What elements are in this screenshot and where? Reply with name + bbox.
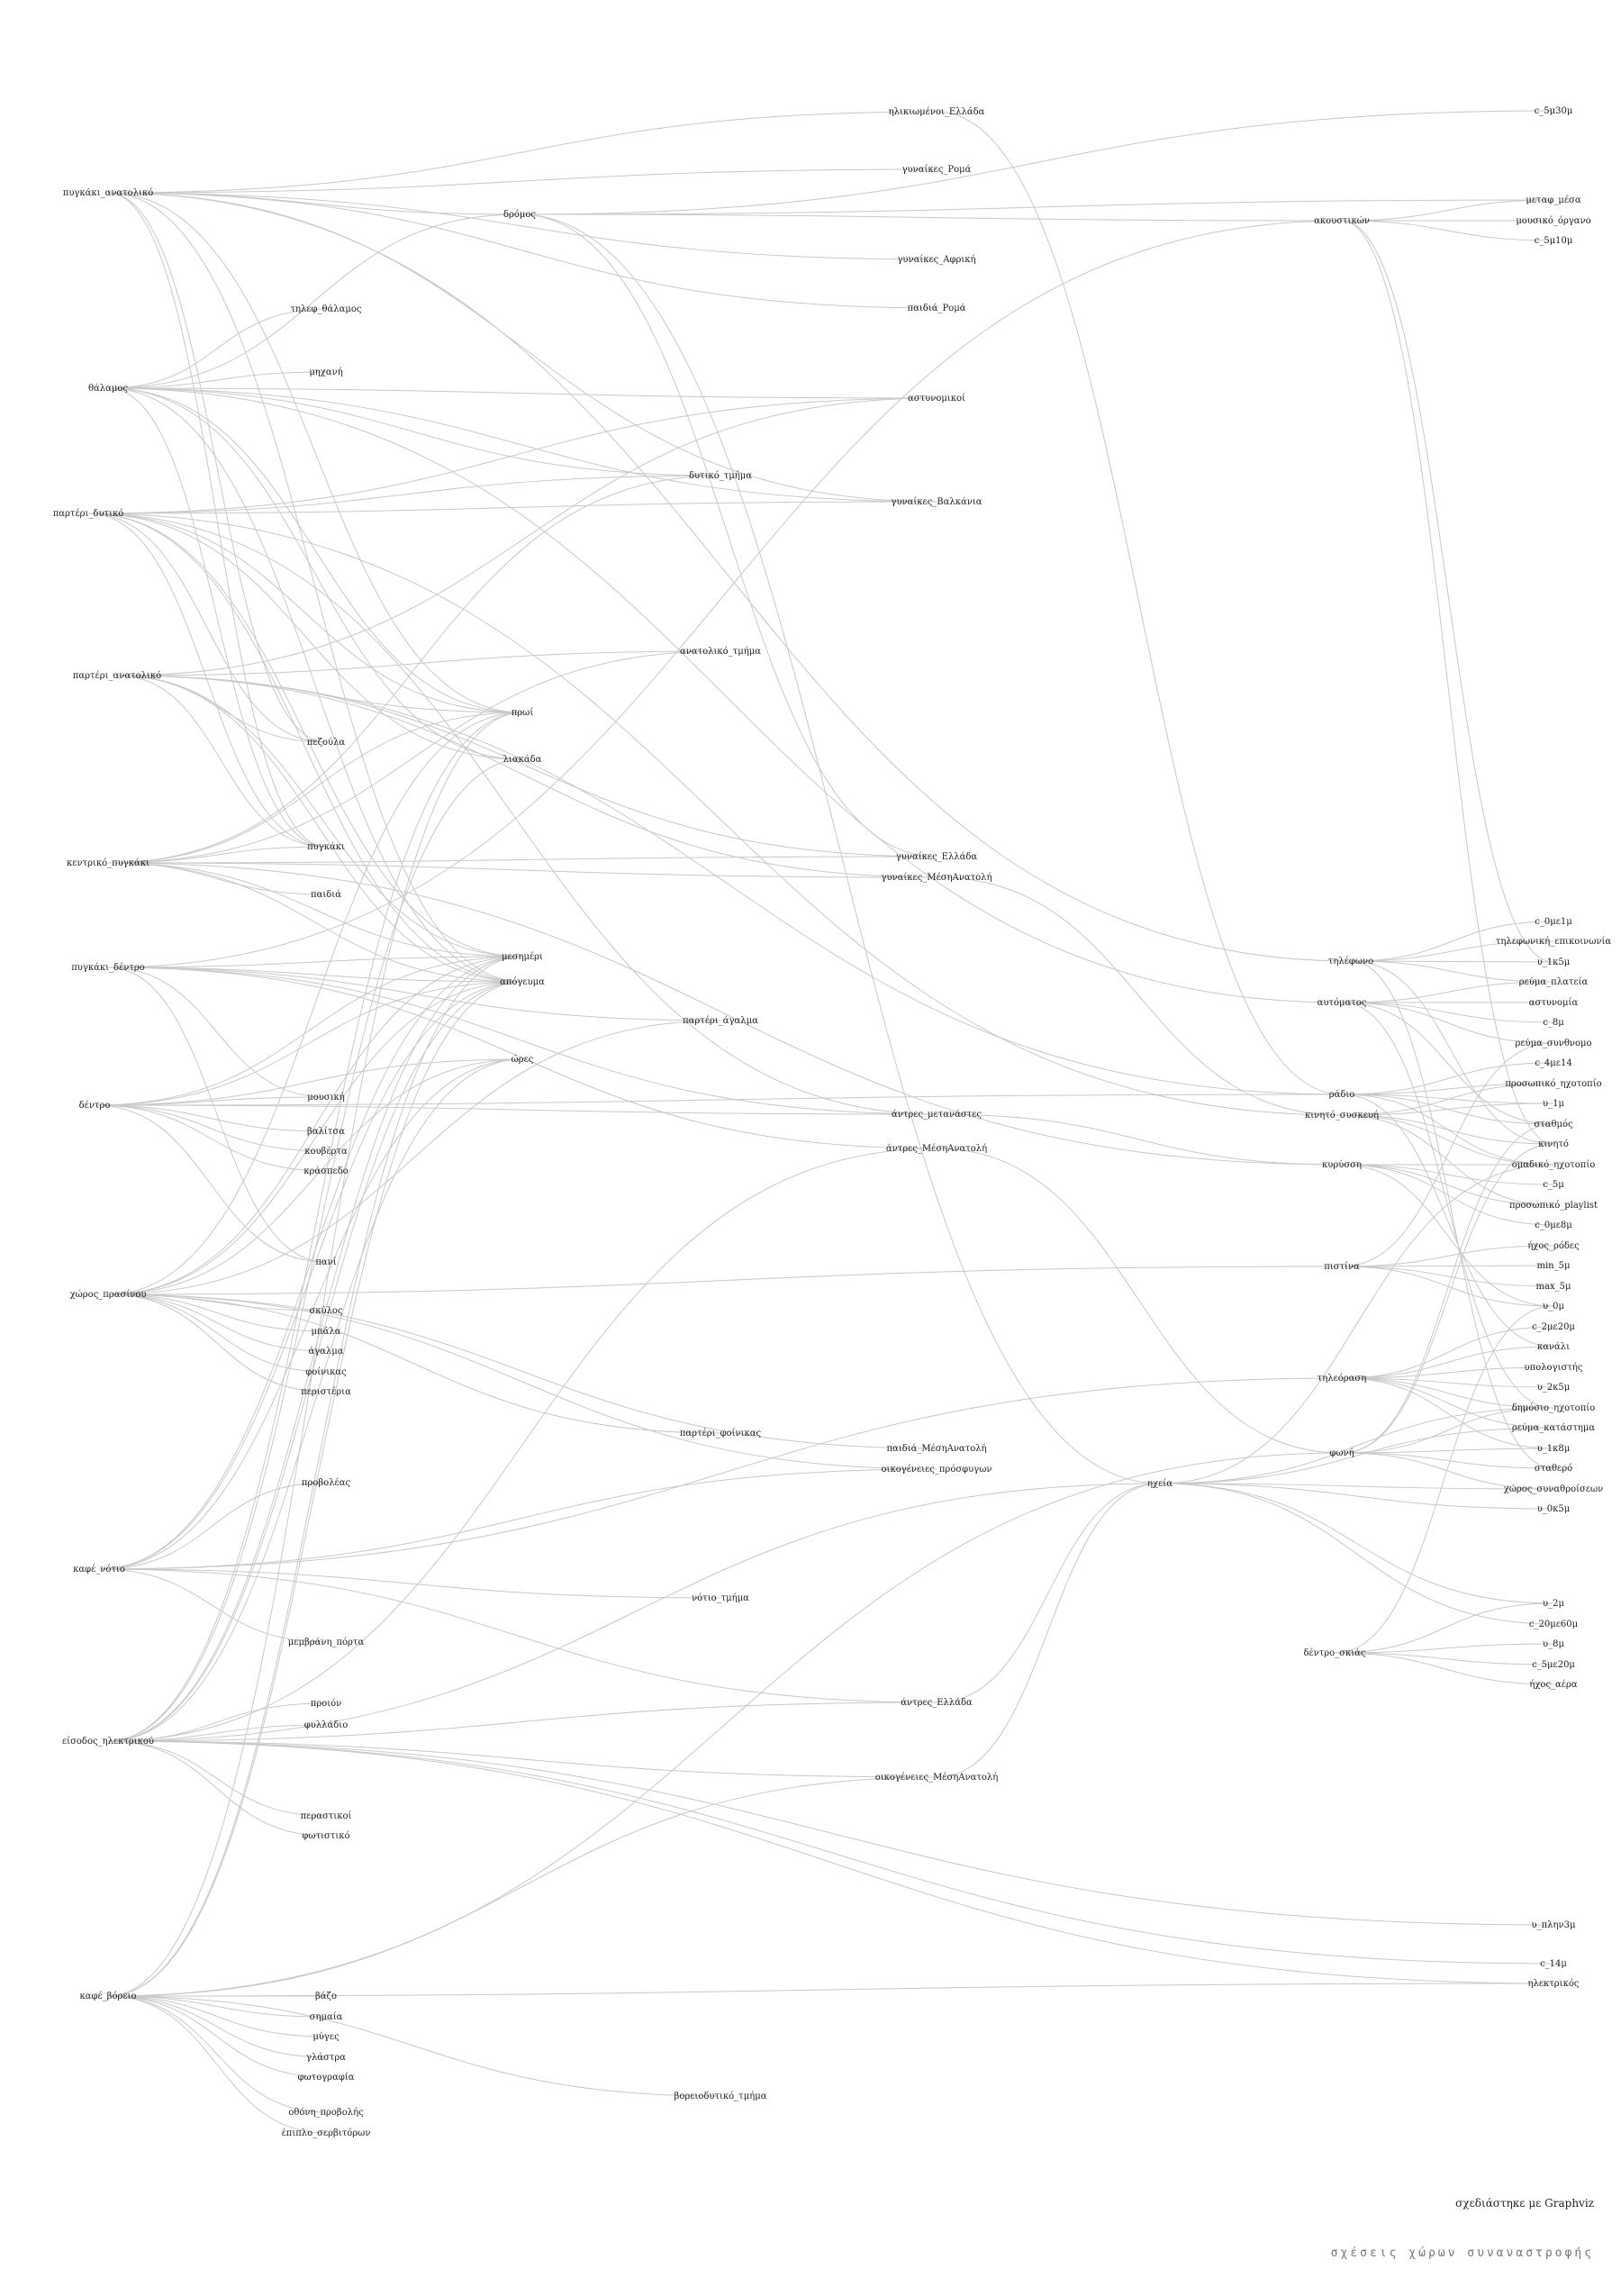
- edge-n5-c2: [108, 476, 720, 863]
- edge-s7-r24: [1342, 1266, 1553, 1306]
- node-κεντρικό-πυγκάκι: κεντρικό_πυγκάκι: [67, 858, 149, 868]
- edge-n1-p3: [108, 193, 937, 259]
- node-είσοδος-ηλεκτρικού: είσοδος_ηλεκτρικού: [61, 1737, 155, 1747]
- edge-n11-s9: [108, 1453, 1342, 1996]
- node-υ-0μ: υ_0μ: [1543, 1302, 1564, 1311]
- node-άντρες-μέσηανατολή: άντρες_ΜέσηΑνατολή: [885, 1144, 988, 1154]
- node-παιδιά-ρομά: παιδιά_Ρομά: [907, 304, 966, 313]
- node-c-5μ30μ: c_5μ30μ: [1534, 106, 1573, 116]
- node-προσωπικό-ηχοτοπίο: προσωπικό_ηχοτοπίο: [1505, 1079, 1602, 1089]
- edge-n6-b6: [108, 967, 326, 1097]
- node-φωτογραφία: φωτογραφία: [297, 2073, 355, 2083]
- edge-s10-r36: [1160, 1484, 1553, 1624]
- edge-n5-t1: [108, 712, 522, 863]
- edge-n5-t4: [108, 863, 522, 982]
- node-c-14μ: c_14μ: [1540, 1959, 1567, 1969]
- node-πυγκάκι-δέντρο: πυγκάκι_δέντρο: [71, 963, 145, 973]
- edge-n8-s7: [108, 1266, 1342, 1294]
- node-άντρες-ελλάδα: άντρες_Ελλάδα: [901, 1698, 973, 1708]
- node-γυναίκες-ρομά: γυναίκες_Ρομά: [901, 165, 972, 175]
- edge-n10-b21: [108, 1741, 326, 1836]
- node-μουσική: μουσική: [307, 1093, 345, 1103]
- edge-s4-r26: [1342, 1094, 1553, 1347]
- edge-n8-t3: [108, 957, 522, 1294]
- node-δημόσιο-ηχοτοπίο: δημόσιο_ηχοτοπίο: [1511, 1403, 1596, 1413]
- node-min-5μ: min_5μ: [1536, 1261, 1571, 1271]
- edge-n4-p5: [117, 398, 937, 676]
- edge-n7-t4: [95, 982, 522, 1105]
- node-αστυνομία: αστυνομία: [1528, 998, 1579, 1008]
- edge-n2-c1: [108, 214, 520, 388]
- node-σκύλος: σκύλος: [309, 1306, 343, 1316]
- node-δέντρο-σκιάς: δέντρο_σκιάς: [1303, 1648, 1366, 1658]
- edge-n11-p14: [108, 1777, 937, 1996]
- edge-n4-b3: [117, 676, 326, 742]
- edge-n1-b4: [108, 193, 326, 847]
- node-ήχος-αέρα: ήχος_αέρα: [1529, 1680, 1578, 1690]
- edge-c1-s1: [520, 214, 1342, 221]
- edge-s10-r35: [1160, 1484, 1553, 1603]
- node-τηλέφωνο: τηλέφωνο: [1327, 957, 1374, 966]
- edge-p14-s10: [937, 1484, 1160, 1777]
- node-υ-1κ8μ: υ_1κ8μ: [1536, 1444, 1571, 1454]
- node-καφέ-βόρειο: καφέ_βόρειο: [79, 1992, 137, 2001]
- node-βάζο: βάζο: [315, 1992, 337, 2001]
- diagram-caption: σχέσεις χώρων συναναστροφής: [1330, 2246, 1594, 2260]
- edge-n4-p7: [117, 676, 937, 857]
- node-απόγευμα: απόγευμα: [500, 977, 545, 987]
- edge-n2-c2: [108, 388, 720, 476]
- edge-n8-c4: [108, 1021, 720, 1294]
- edge-n6-t3: [108, 957, 522, 967]
- node-μύγες: μύγες: [312, 2032, 340, 2042]
- node-βαλίτσα: βαλίτσα: [307, 1127, 345, 1137]
- node-μπάλα: μπάλα: [311, 1327, 341, 1337]
- node-μουσικό-όργανο: μουσικό_όργανο: [1516, 216, 1591, 226]
- edge-s10-r30: [1160, 1428, 1553, 1484]
- node-φωτιστικό: φωτιστικό: [302, 1831, 350, 1841]
- edge-s5-r17: [1342, 1115, 1553, 1165]
- node-οικογένειες-μέσηανατολή: οικογένειες_ΜέσηΑνατολή: [874, 1773, 999, 1783]
- node-μεμβράνη-πόρτα: μεμβράνη_πόρτα: [287, 1638, 365, 1647]
- edge-n4-t4: [117, 676, 522, 982]
- node-υ-2κ5μ: υ_2κ5μ: [1536, 1383, 1571, 1393]
- node-χώρος-συναθροίσεων: χώρος_συναθροίσεων: [1503, 1484, 1604, 1494]
- node-c-2με20μ: c_2με20μ: [1532, 1322, 1575, 1332]
- node-ρεύμα-συνθνομο: ρεύμα_συνθνομο: [1515, 1039, 1592, 1048]
- node-τηλεφωνική-επικοινωνία: τηλεφωνική_επικοινωνία: [1495, 937, 1612, 947]
- node-νότιο-τμήμα: νότιο_τμήμα: [692, 1593, 749, 1603]
- node-κανάλι: κανάλι: [1536, 1342, 1571, 1352]
- node-γυναίκες-ελλάδα: γυναίκες_Ελλάδα: [895, 852, 978, 862]
- node-προσωπικό-playlist: προσωπικό_playlist: [1509, 1201, 1598, 1211]
- node-ανατολικό-τμήμα: ανατολικό_τμήμα: [680, 647, 761, 657]
- node-γυναίκες-βαλκάνια: γυναίκες_Βαλκάνια: [891, 497, 983, 507]
- node-παιδιά: παιδιά: [311, 890, 341, 900]
- edge-n3-p9: [88, 513, 937, 1114]
- edge-n7-b8: [95, 1105, 326, 1151]
- node-ηχεία: ηχεία: [1147, 1479, 1173, 1489]
- node-δέντρο: δέντρο: [78, 1101, 111, 1111]
- node-σταθερό: σταθερό: [1534, 1464, 1573, 1474]
- edge-n10-p10: [108, 1148, 937, 1741]
- node-υπολογιστής: υπολογιστής: [1524, 1363, 1583, 1373]
- edge-s3-r11: [1342, 1003, 1553, 1043]
- node-πεζούλα: πεζούλα: [306, 738, 346, 748]
- edge-n7-p9: [95, 1105, 937, 1114]
- node-κινητό-συσκευή: κινητό_συσκευή: [1304, 1111, 1380, 1121]
- node-γυναίκες-αφρική: γυναίκες_Αφρική: [897, 255, 976, 265]
- edge-s6-r24: [1342, 1165, 1553, 1306]
- node-παρτέρι-δυτικό: παρτέρι_δυτικό: [52, 509, 124, 519]
- edge-s1-r16: [1342, 221, 1553, 1144]
- node-πυγκάκι-ανατολικό: πυγκάκι_ανατολικό: [62, 188, 154, 198]
- edge-p1-s4: [937, 112, 1342, 1094]
- node-λιακάδα: λιακάδα: [503, 755, 542, 765]
- edge-n10-r41: [108, 1741, 1553, 1964]
- edge-n3-t4: [88, 513, 522, 982]
- edge-n11-c7: [108, 1996, 720, 2096]
- edge-s6-r19: [1342, 1165, 1553, 1205]
- edge-n2-b4: [108, 388, 326, 847]
- edge-n7-b10: [95, 1105, 326, 1262]
- node-περαστικοί: περαστικοί: [300, 1811, 352, 1821]
- node-ακουστικών: ακουστικών: [1314, 216, 1370, 226]
- node-c-8μ: c_8μ: [1543, 1018, 1564, 1028]
- node-τηλεφ-θάλαμος: τηλεφ_θάλαμος: [290, 304, 362, 314]
- edge-n10-t2: [108, 759, 522, 1741]
- node-υ-1μ: υ_1μ: [1543, 1099, 1564, 1109]
- edge-n9-s8: [99, 1378, 1342, 1569]
- node-υ-8μ: υ_8μ: [1543, 1639, 1564, 1649]
- edge-n2-t1: [108, 388, 522, 712]
- node-οικογένειες-πρόσφυγων: οικογένειες_πρόσφυγων: [881, 1465, 992, 1475]
- node-αστυνομικοί: αστυνομικοί: [908, 394, 965, 404]
- node-παρτέρι-φοίνικας: παρτέρι_φοίνικας: [679, 1429, 762, 1438]
- edge-s11-r39: [1335, 1653, 1553, 1684]
- edge-n2-p5: [108, 388, 937, 398]
- edge-n1-p6: [108, 193, 937, 502]
- edge-n3-c2: [88, 476, 720, 513]
- node-τηλεόραση: τηλεόραση: [1317, 1374, 1367, 1384]
- edge-n1-c1: [108, 193, 520, 214]
- edge-n2-b1: [108, 309, 326, 388]
- edge-n3-b3: [88, 513, 326, 742]
- node-φοίνικας: φοίνικας: [305, 1367, 347, 1377]
- node-κινητό: κινητό: [1538, 1139, 1569, 1149]
- node-πρωί: πρωί: [511, 708, 534, 718]
- node-ράδιο: ράδιο: [1328, 1090, 1355, 1100]
- node-ηλεκτρικός: ηλεκτρικός: [1527, 1979, 1580, 1989]
- edge-s7-r21: [1342, 1246, 1553, 1266]
- graphviz-credit: σχεδιάστηκε με Graphviz: [1455, 2197, 1594, 2210]
- edge-n8-t1: [108, 712, 522, 1294]
- node-c-5με20μ: c_5με20μ: [1532, 1660, 1575, 1670]
- edge-s3-r15: [1342, 1003, 1553, 1124]
- edge-s11-r24: [1335, 1306, 1553, 1653]
- node-κράσπεδο: κράσπεδο: [303, 1166, 349, 1176]
- node-καφέ-νότιο: καφέ_νότιο: [73, 1565, 125, 1575]
- edge-n9-t3: [99, 957, 522, 1569]
- edge-n10-s10: [108, 1484, 1160, 1741]
- node-οθόνη-προβολής: οθόνη_προβολής: [288, 2108, 364, 2118]
- edge-n2-t2: [108, 388, 522, 759]
- edge-n7-b9: [95, 1105, 326, 1171]
- node-μεταφ-μέσα: μεταφ_μέσα: [1526, 195, 1581, 205]
- node-πυγκάκι: πυγκάκι: [307, 842, 345, 852]
- edge-p10-s9: [937, 1148, 1342, 1453]
- edge-s8-r26: [1342, 1347, 1553, 1378]
- edge-s11-r35: [1335, 1603, 1553, 1653]
- node-φωνή: φωνή: [1329, 1448, 1354, 1458]
- edge-n1-p2: [108, 169, 937, 193]
- node-γλάστρα: γλάστρα: [305, 2053, 347, 2063]
- node-κουβέρτα: κουβέρτα: [304, 1147, 348, 1157]
- edge-s11-r38: [1335, 1653, 1553, 1665]
- node-δυτικό-τμήμα: δυτικό_τμήμα: [688, 471, 753, 481]
- node-υ-1κ5μ: υ_1κ5μ: [1536, 957, 1571, 967]
- edge-s1-r7: [1342, 221, 1553, 962]
- edge-n7-b7: [95, 1105, 326, 1131]
- edge-n5-p7: [108, 857, 937, 863]
- node-περιστέρια: περιστέρια: [301, 1387, 351, 1397]
- node-υ-πλην3μ: υ_πλην3μ: [1531, 1920, 1576, 1930]
- edge-c1-p7: [520, 214, 937, 857]
- edge-n8-c5: [108, 1294, 720, 1433]
- node-c-0με1μ: c_0με1μ: [1535, 917, 1572, 927]
- node-υ-0κ5μ: υ_0κ5μ: [1536, 1504, 1571, 1514]
- node-σημαία: σημαία: [309, 2012, 343, 2022]
- node-max-5μ: max_5μ: [1535, 1282, 1571, 1292]
- edge-layer: [88, 111, 1553, 2133]
- node-υ-2μ: υ_2μ: [1543, 1599, 1564, 1609]
- edge-s6-r20: [1342, 1165, 1553, 1225]
- node-ρεύμα-πλατεία: ρεύμα_πλατεία: [1518, 977, 1589, 987]
- edge-s8-r31: [1342, 1378, 1553, 1448]
- node-πανί: πανί: [315, 1257, 337, 1267]
- edge-s10-r17: [1160, 1165, 1553, 1484]
- edge-s2-r32: [1351, 961, 1553, 1468]
- edge-n6-b10: [108, 967, 326, 1262]
- node-c-4με14: c_4με14: [1535, 1058, 1572, 1068]
- edge-n6-t4: [108, 967, 522, 982]
- node-μεσημέρι: μεσημέρι: [502, 952, 543, 962]
- node-c-5μ10μ: c_5μ10μ: [1534, 236, 1573, 246]
- edge-p9-s6: [937, 1114, 1342, 1165]
- node-ομαδικό-ηχοτοπίο: ομαδικό_ηχοτοπίο: [1511, 1160, 1596, 1170]
- node-φυλλάδιο: φυλλάδιο: [303, 1720, 349, 1730]
- edge-n10-p14: [108, 1741, 937, 1777]
- node-ηλικιωμένοι-ελλάδα: ηλικιωμένοι_Ελλάδα: [888, 107, 985, 117]
- node-προιόν: προιόν: [310, 1699, 342, 1709]
- edge-s9-r32: [1342, 1453, 1553, 1468]
- node-έπιπλο-σερβιτόρων: έπιπλο_σερβιτόρων: [281, 2128, 371, 2138]
- node-κυρύσση: κυρύσση: [1322, 1160, 1362, 1170]
- node-παρτέρι-άγαλμα: παρτέρι_άγαλμα: [683, 1016, 758, 1026]
- edge-n11-b27: [108, 1996, 326, 2112]
- edge-n5-s6: [108, 863, 1342, 1165]
- node-προβολέας: προβολέας: [301, 1478, 351, 1488]
- edge-n6-s1: [108, 221, 1342, 967]
- edge-n10-b20: [108, 1741, 326, 1816]
- edge-p8-s5: [937, 877, 1342, 1115]
- node-χώρος-πρασίνου: χώρος_πρασίνου: [69, 1290, 147, 1300]
- node-γυναίκες-μέσηανατολή: γυναίκες_ΜέσηΑνατολή: [881, 873, 992, 883]
- edge-n9-p12: [99, 1469, 937, 1569]
- edge-s9-r33: [1342, 1453, 1553, 1489]
- node-άντρες-μετανάστες: άντρες_μετανάστες: [892, 1110, 982, 1120]
- node-παιδιά-μέσηανατολή: παιδιά_ΜέσηΑνατολή: [886, 1444, 987, 1454]
- edge-n10-r42: [108, 1741, 1553, 1983]
- node-αυτόματος: αυτόματος: [1317, 998, 1367, 1008]
- node-ώρες: ώρες: [511, 1055, 534, 1065]
- node-παρτέρι-ανατολικό: παρτέρι_ανατολικό: [72, 671, 162, 681]
- node-άγαλμα: άγαλμα: [308, 1347, 344, 1357]
- node-σταθμός: σταθμός: [1534, 1120, 1573, 1130]
- node-μηχανή: μηχανή: [309, 368, 343, 377]
- node-βορειοδυτικό-τμήμα: βορειοδυτικό_τμήμα: [674, 2092, 767, 2101]
- edge-n1-b3: [108, 193, 326, 742]
- node-c-5μ: c_5μ: [1543, 1180, 1564, 1190]
- edge-n6-p9: [108, 967, 937, 1114]
- edge-n2-p6: [108, 388, 937, 502]
- node-πιστίνα: πιστίνα: [1324, 1262, 1360, 1272]
- node-c-20με60μ: c_20με60μ: [1528, 1620, 1579, 1629]
- edge-n11-b25: [108, 1996, 326, 2057]
- node-δρόμος: δρόμος: [503, 210, 537, 220]
- node-ήχος-ρόδες: ήχος_ρόδες: [1527, 1241, 1580, 1251]
- node-ρεύμα-κατάστημα: ρεύμα_κατάστημα: [1511, 1423, 1596, 1433]
- edge-c1-s10: [520, 214, 1160, 1484]
- edge-s7-r23: [1342, 1266, 1553, 1286]
- edge-n8-t4: [108, 982, 522, 1294]
- edge-p13-s10: [937, 1484, 1160, 1702]
- node-c-0με8μ: c_0με8μ: [1535, 1221, 1572, 1230]
- edge-n4-b4: [117, 676, 326, 847]
- edge-s8-r25: [1342, 1327, 1553, 1378]
- edge-s3-r10: [1342, 1003, 1553, 1022]
- node-θάλαμος: θάλαμος: [88, 384, 128, 394]
